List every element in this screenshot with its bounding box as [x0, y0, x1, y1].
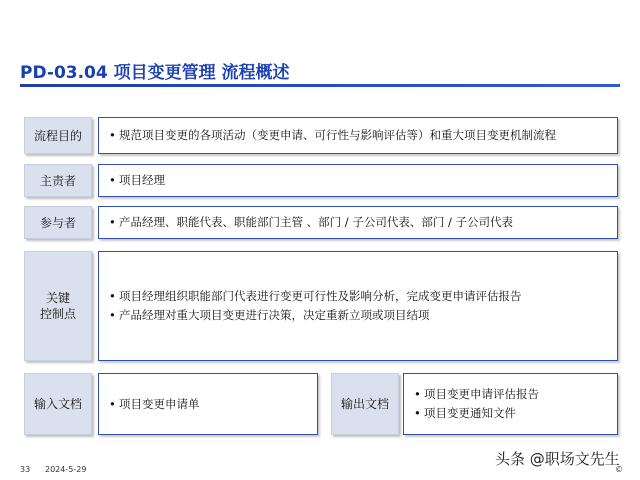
label-process-purpose	[24, 117, 92, 154]
input-doc-bullet-1: • 项目变更申请单	[109, 395, 317, 414]
participants-bullet-1: • 产品经理、职能代表、职能部门主管 、部门 / 子公司代表、部门 / 子公司代表	[109, 213, 617, 232]
watermark-text: 头条 @职场文先生	[495, 450, 620, 468]
copyright-symbol: ©	[615, 465, 623, 474]
content-key-control-points	[98, 251, 618, 361]
title-underline	[20, 84, 620, 87]
label-output-documents	[331, 373, 399, 435]
label-output-documents-text: 输出文档	[340, 397, 389, 411]
label-participants	[24, 206, 92, 239]
label-key-control-points-line1: 关键	[45, 291, 70, 305]
page-title: PD-03.04 项目变更管理 流程概述	[20, 63, 290, 83]
label-input-documents	[24, 373, 92, 435]
key-point-bullet-1: • 项目经理组织职能部门代表进行变更可行性及影响分析，完成变更申请评估报告	[109, 287, 617, 306]
label-input-documents-text: 输入文档	[33, 397, 82, 411]
content-input-documents	[98, 373, 318, 435]
label-key-control-points-line2: 控制点	[39, 307, 76, 321]
owner-bullet-1: • 项目经理	[109, 171, 617, 190]
page-number: 33	[20, 465, 31, 474]
label-process-purpose-text: 流程目的	[33, 128, 82, 143]
label-owner	[24, 164, 92, 197]
footer-date: 2024-5-29	[45, 465, 87, 474]
label-participants-text: 参与者	[39, 215, 76, 230]
content-owner	[98, 164, 618, 197]
key-point-bullet-2: • 产品经理对重大项目变更进行决策，决定重新立项或项目结项	[109, 306, 617, 325]
content-output-documents	[403, 373, 618, 435]
content-process-purpose	[98, 117, 618, 154]
label-owner-text: 主责者	[39, 173, 76, 188]
output-doc-bullet-1: • 项目变更申请评估报告	[414, 385, 617, 404]
label-key-control-points	[24, 251, 92, 361]
purpose-bullet-1: • 规范项目变更的各项活动（变更申请、可行性与影响评估等）和重大项目变更机制流程	[109, 126, 617, 145]
output-doc-bullet-2: • 项目变更通知文件	[414, 404, 617, 423]
content-participants	[98, 206, 618, 239]
